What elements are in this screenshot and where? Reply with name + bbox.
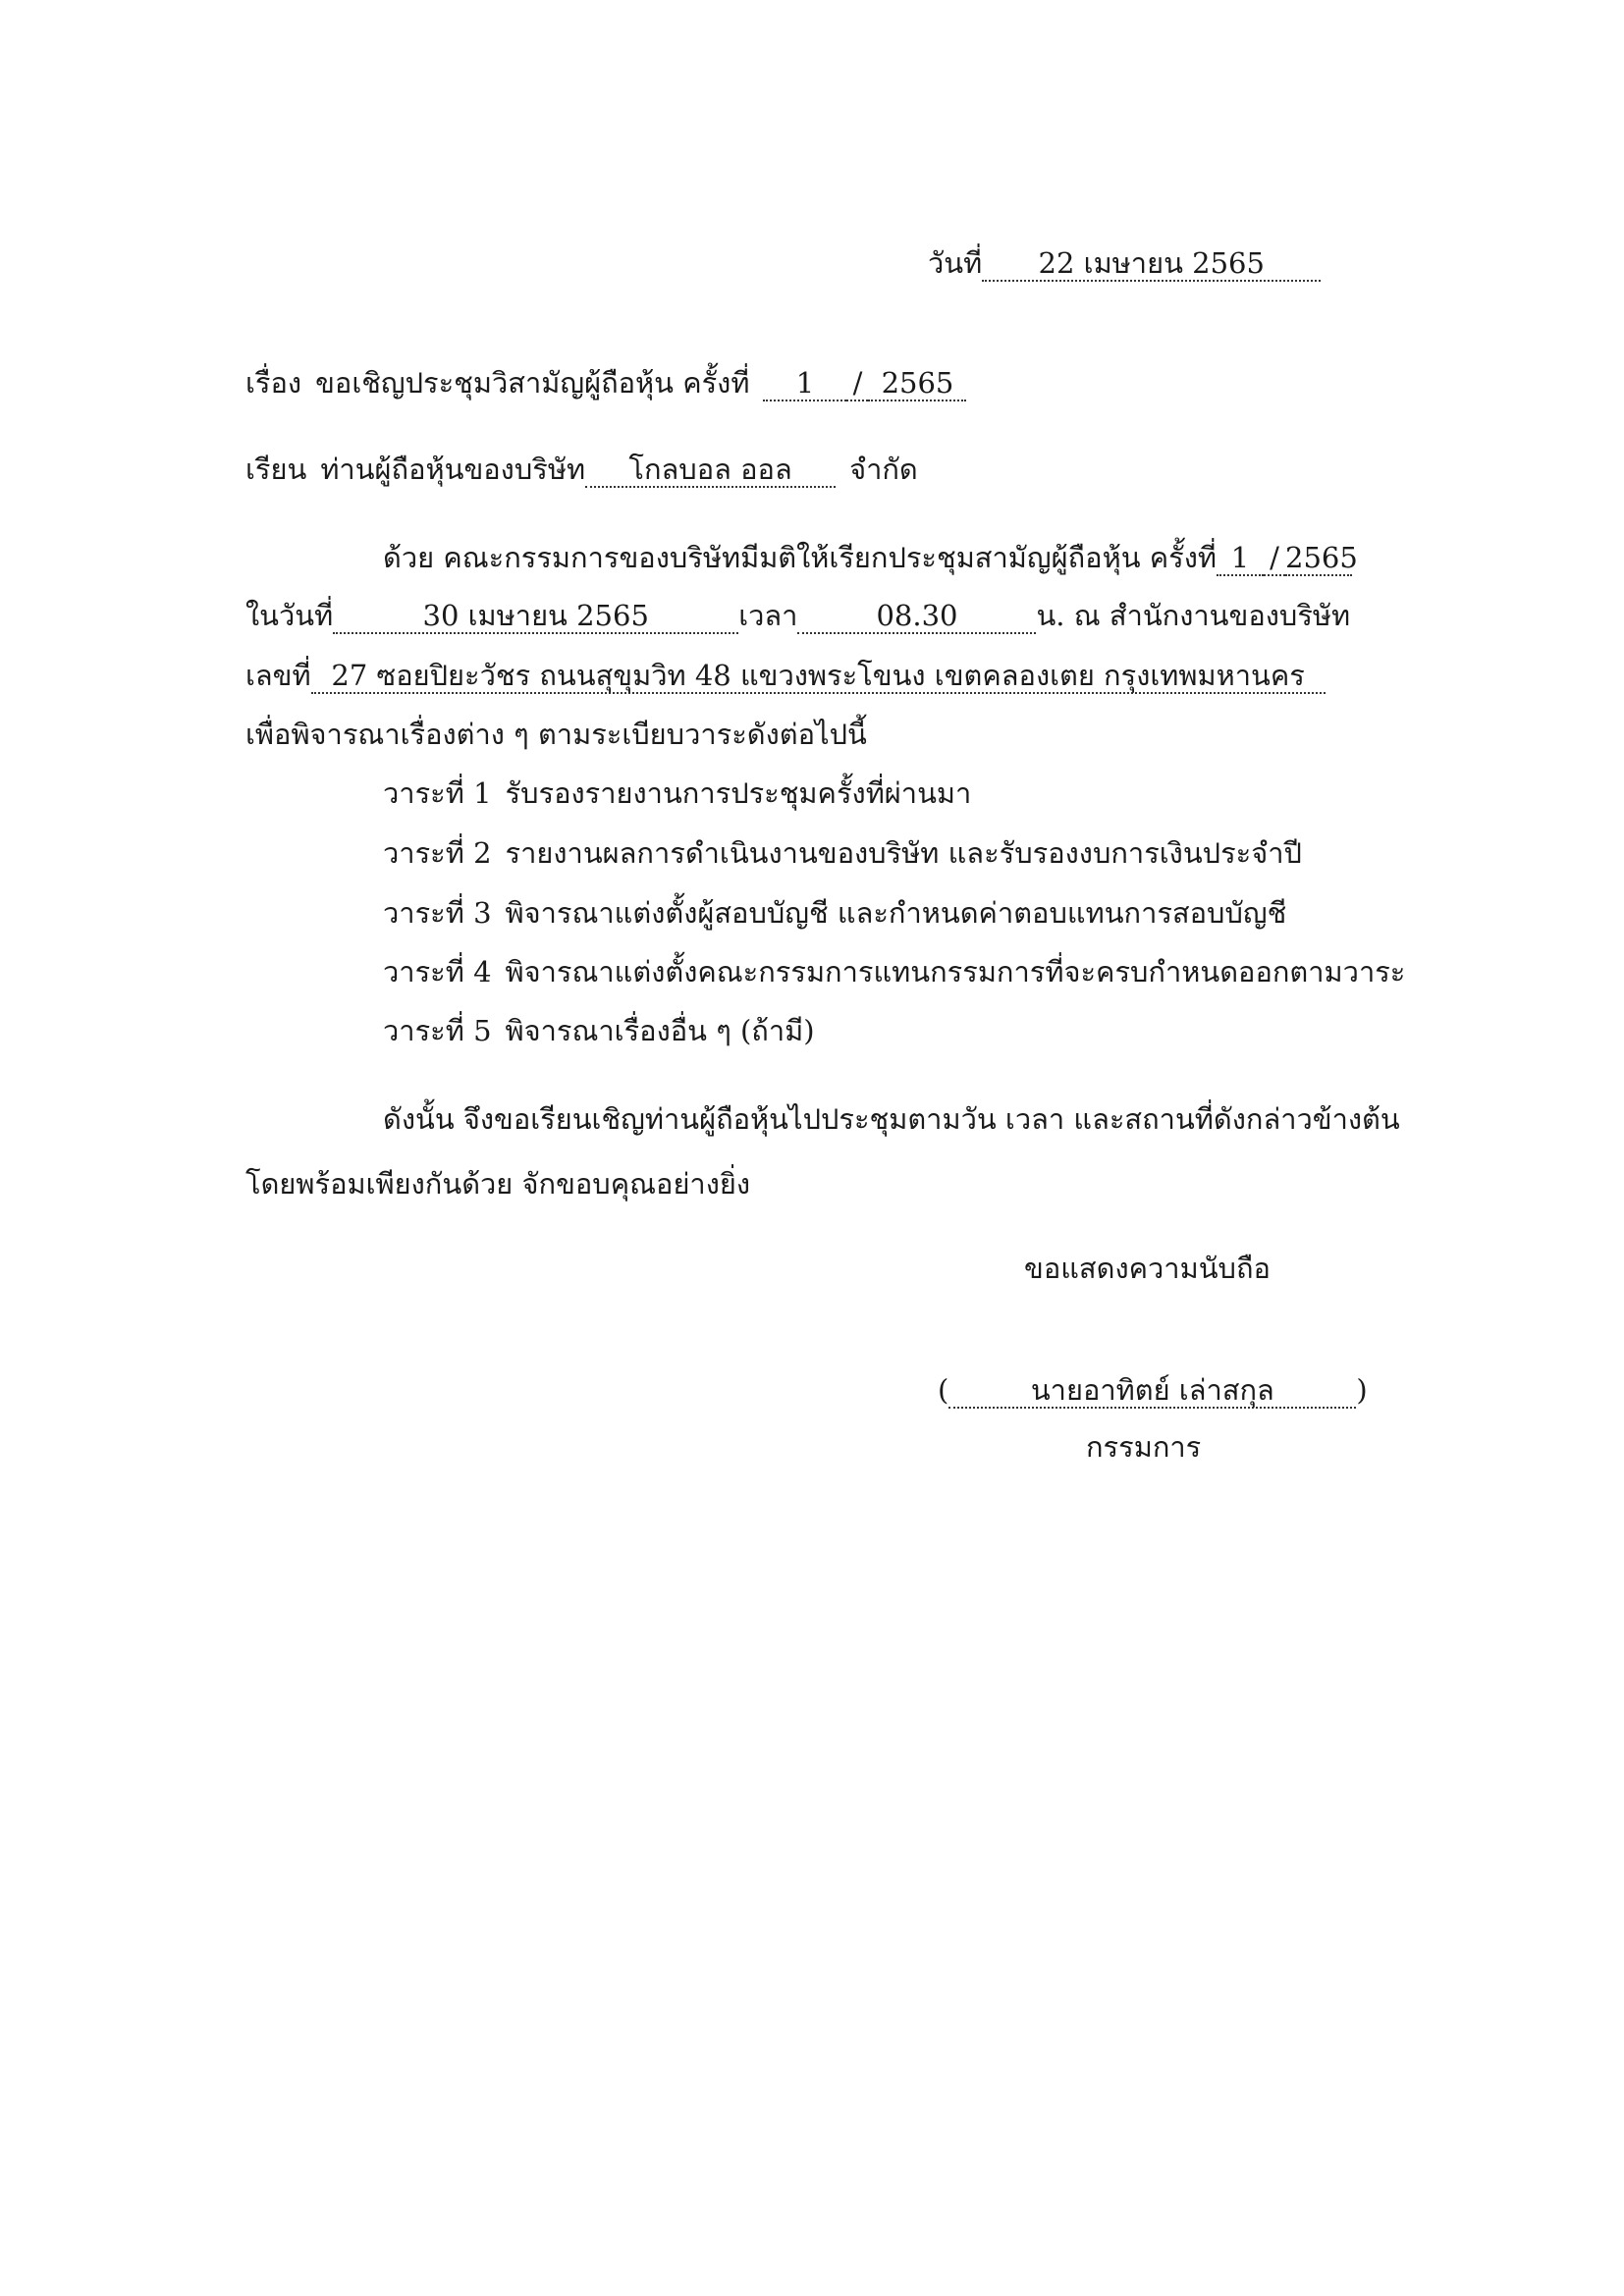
closing-text-2: โดยพร้อมเพียงกันด้วย จักขอบคุณอย่างยิ่ง: [245, 1167, 751, 1201]
closing-line-1: [383, 1099, 1400, 1139]
address-value: 27 ซอยปิยะวัชร ถนนสุขุมวิท 48 แขวงพระโขนง เขตคลองเตย กรุงเทพมหานคร: [311, 659, 1326, 694]
body-address-line: [245, 656, 1326, 695]
recipient-text: ท่านผู้ถือหุ้นของบริษัท: [320, 453, 586, 486]
agenda-text: รับรองรายงานการประชุมครั้งที่ผ่านมา: [505, 776, 972, 810]
agenda-label: วาระที่: [383, 776, 464, 810]
date-line: [928, 243, 1321, 283]
agenda-text: รายงานผลการดำเนินงานของบริษัท และรับรองงบการเงินประจำปี: [505, 836, 1302, 870]
meeting-slash: /: [1264, 541, 1285, 576]
agenda-number: 3: [473, 896, 492, 930]
meeting-date: 30 เมษายน 2565: [333, 599, 738, 634]
subject-text: ขอเชิญประชุมวิสามัญผู้ถือหุ้น ครั้งที่: [315, 366, 750, 400]
signature-greeting: [1024, 1249, 1271, 1288]
closing-line-2: [245, 1164, 750, 1203]
agenda-number: 5: [473, 1014, 492, 1047]
meeting-location-label: น. ณ สำนักงานของบริษัท: [1036, 599, 1351, 632]
signature-close-paren: ): [1356, 1373, 1368, 1407]
agenda-item: [383, 952, 1405, 991]
subject-slash: /: [846, 366, 868, 401]
agenda-item: [383, 833, 1302, 873]
agenda-number: 4: [473, 955, 492, 988]
meeting-time: 08.30: [797, 599, 1036, 634]
date-label: วันที่: [928, 246, 983, 280]
body-date-line: [245, 596, 1350, 635]
recipient-line: [245, 450, 918, 489]
body-intro-text: ด้วย คณะกรรมการของบริษัทมีมติให้เรียกประชุมสามัญผู้ถือหุ้น ครั้งที่: [383, 541, 1218, 574]
recipient-label: เรียน: [245, 453, 307, 486]
purpose-text: เพื่อพิจารณาเรื่องต่าง ๆ ตามระเบียบวาระดังต่อไปนี้: [245, 718, 867, 751]
meeting-year: 2565: [1285, 541, 1358, 574]
agenda-number: 2: [473, 836, 492, 870]
signature-name: นายอาทิตย์ เล่าสกุล: [948, 1373, 1356, 1409]
agenda-item: [383, 774, 971, 813]
agenda-label: วาระที่: [383, 836, 464, 870]
meeting-time-label: เวลา: [738, 599, 798, 632]
signature-title: [1086, 1427, 1201, 1467]
subject-line: [245, 363, 966, 402]
greeting-text: ขอแสดงความนับถือ: [1024, 1252, 1271, 1285]
body-intro-line: [383, 538, 1358, 577]
agenda-label: วาระที่: [383, 955, 464, 988]
agenda-item: [383, 1011, 815, 1050]
recipient-company: โกลบอล ออล: [585, 453, 836, 488]
recipient-suffix: จำกัด: [849, 453, 918, 486]
closing-text-1: ดังนั้น จึงขอเรียนเชิญท่านผู้ถือหุ้นไปประชุมตามวัน เวลา และสถานที่ดังกล่าวข้างต้น: [383, 1102, 1400, 1136]
body-purpose-line: [245, 715, 867, 754]
agenda-text: พิจารณาแต่งตั้งคณะกรรมการแทนกรรมการที่จะครบกำหนดออกตามวาระ: [505, 955, 1406, 988]
subject-year: 2565: [868, 366, 966, 401]
agenda-item: [383, 893, 1286, 933]
subject-label: เรื่อง: [245, 366, 302, 400]
agenda-text: พิจารณาแต่งตั้งผู้สอบบัญชี และกำหนดค่าตอบแทนการสอบบัญชี: [505, 896, 1287, 930]
agenda-label: วาระที่: [383, 896, 464, 930]
meeting-date-label: ในวันที่: [245, 599, 334, 632]
signature-title-text: กรรมการ: [1086, 1430, 1202, 1464]
subject-number: 1: [763, 366, 846, 401]
signature-name-line: [938, 1370, 1368, 1410]
agenda-number: 1: [473, 776, 492, 810]
agenda-text: พิจารณาเรื่องอื่น ๆ (ถ้ามี): [505, 1014, 815, 1047]
date-value: 22 เมษายน 2565: [982, 246, 1321, 282]
agenda-label: วาระที่: [383, 1014, 464, 1047]
meeting-number: 1: [1217, 541, 1264, 576]
address-label: เลขที่: [245, 659, 311, 692]
signature-open-paren: (: [938, 1373, 949, 1407]
